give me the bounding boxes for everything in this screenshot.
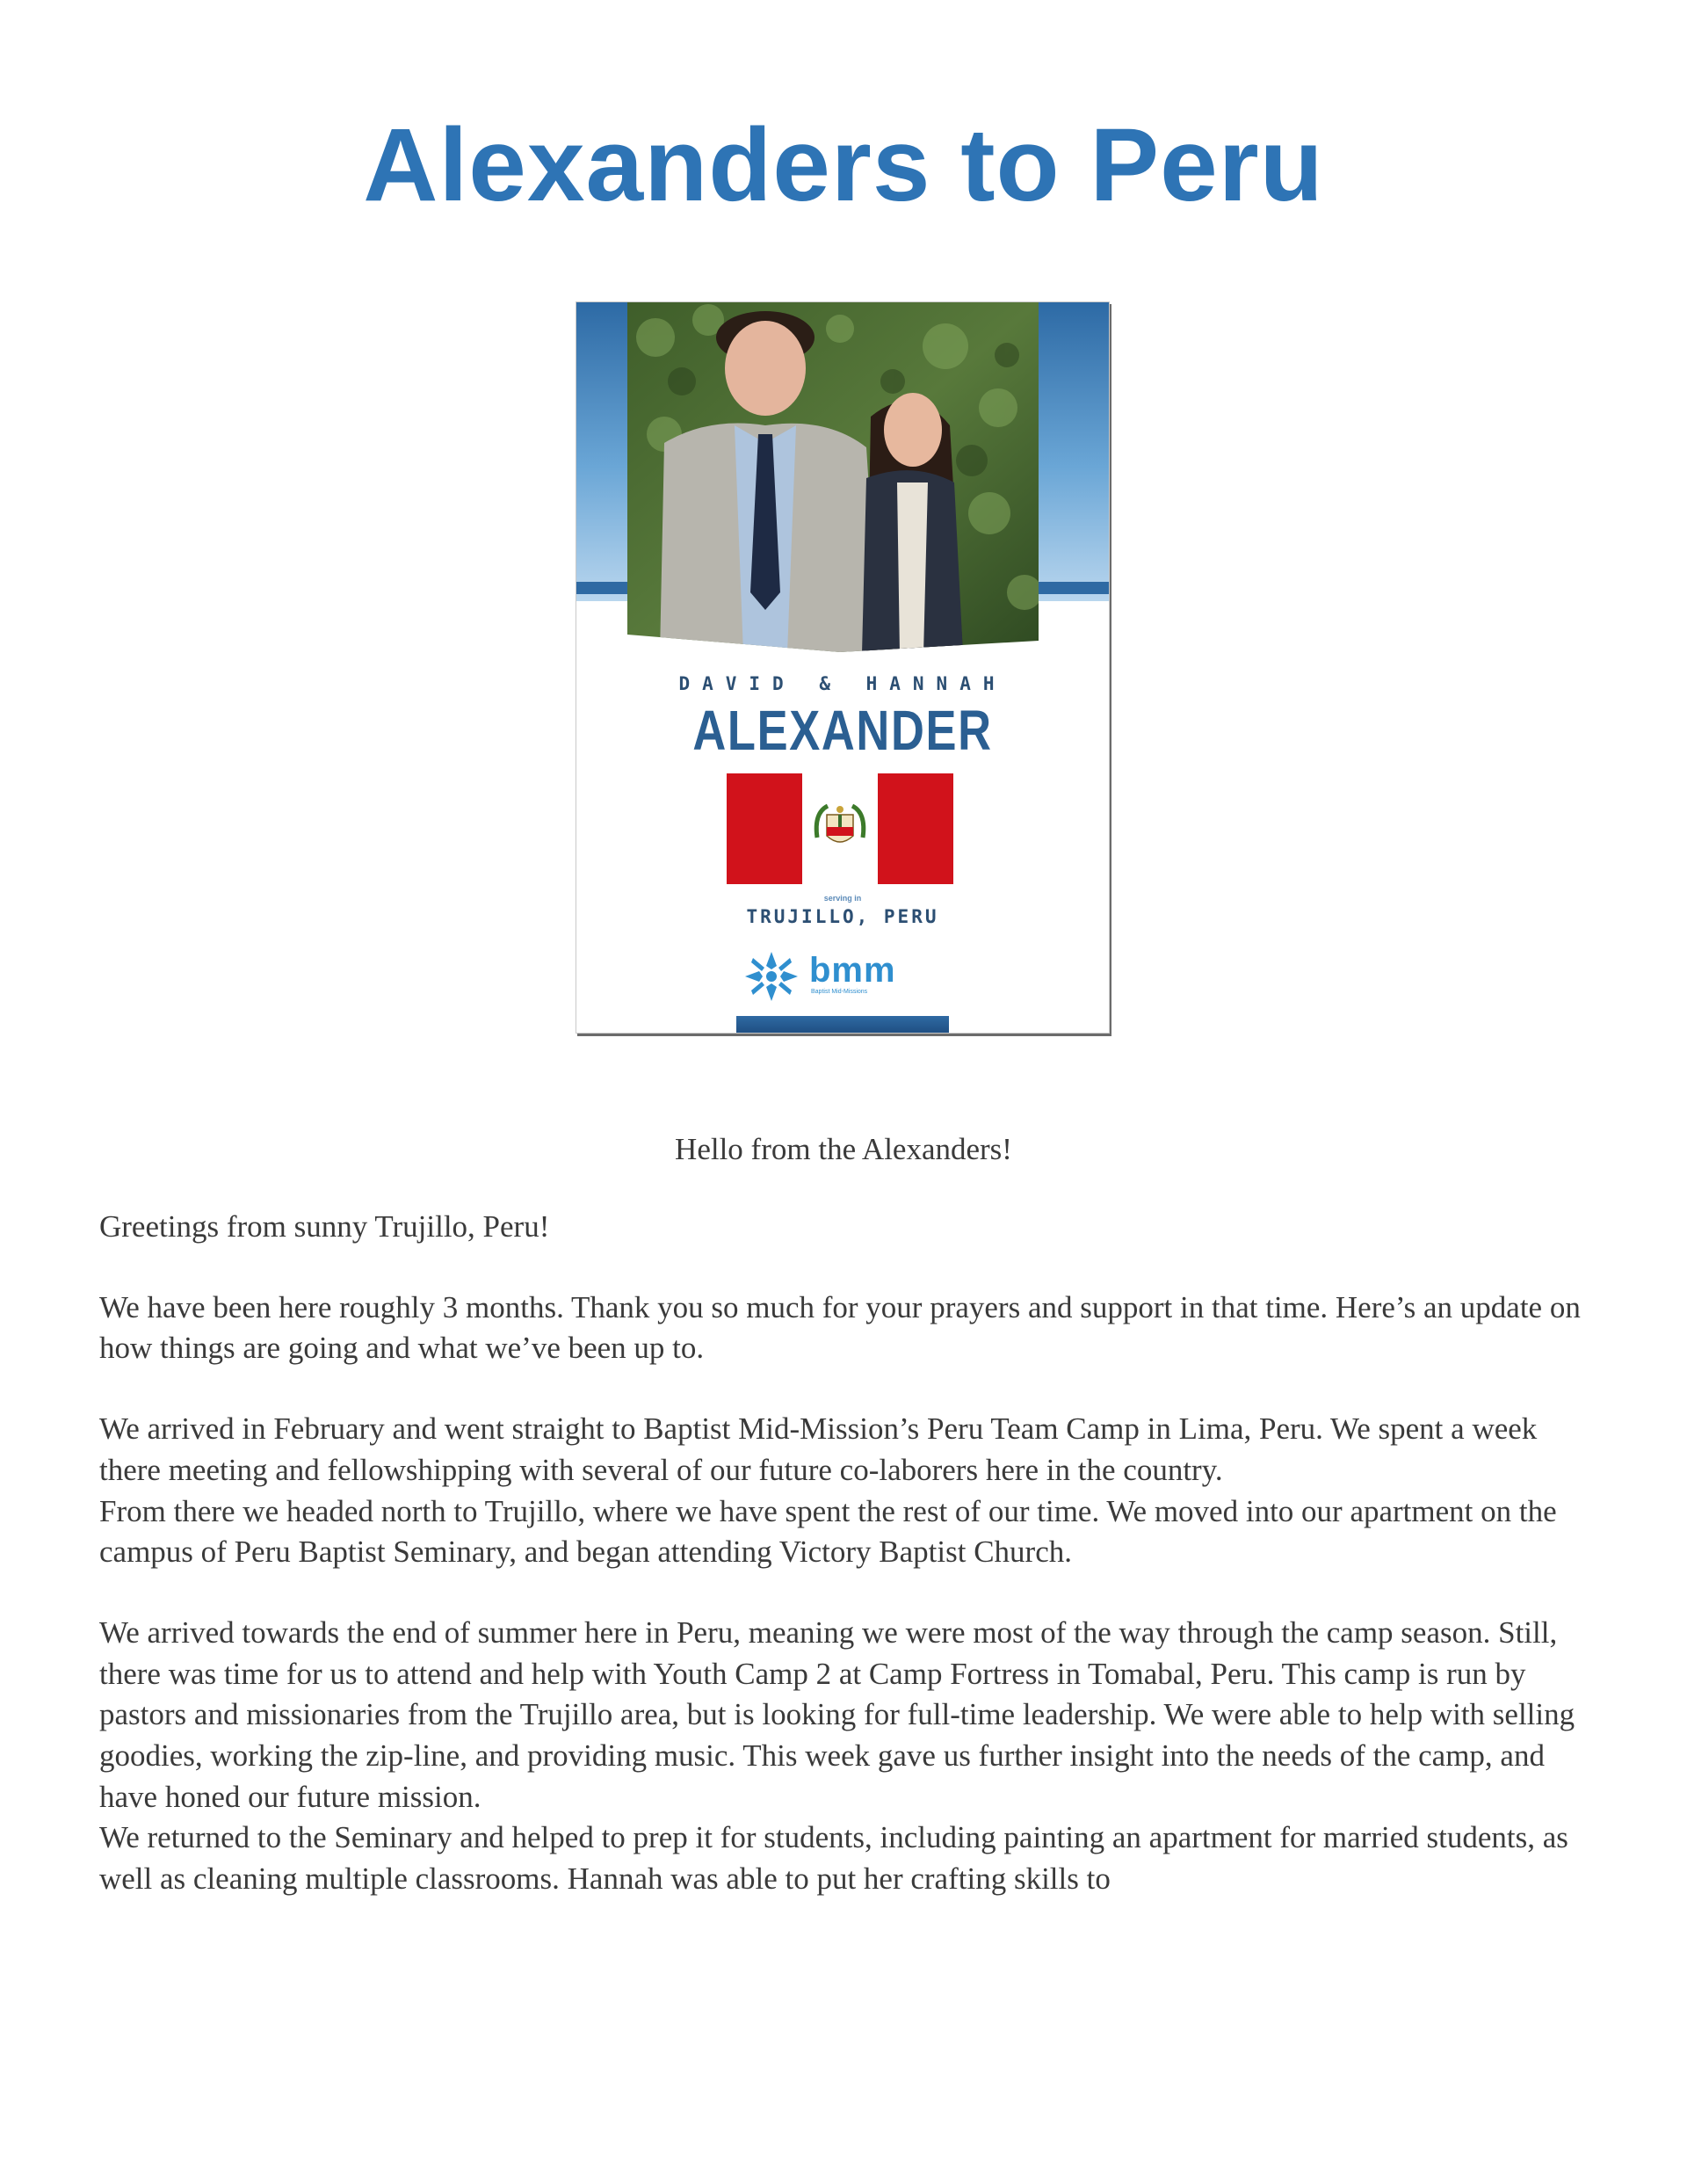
- letter-paragraph: Greetings from sunny Trujillo, Peru!: [99, 1209, 550, 1244]
- poster-first-names: DAVID & HANNAH: [678, 673, 1007, 694]
- poster-footer-bar: [736, 1016, 949, 1033]
- letter-paragraph: We arrived towards the end of summer here in Peru, meaning we were most of the way through the camp season. Still, there was time for us to attend and help with Youth Camp 2 at Camp Fortress in Tomabal, Peru. This camp is run by pastors and missionaries from the Trujillo area, but is looking for full-time leadership. We were able to help with selling goodies, working the zip-line, and providing music. This week gave us further insight into the needs of the camp, and have honed our future mission.: [99, 1614, 1575, 1814]
- bmm-logo-subtext: Baptist Mid-Missions: [811, 989, 868, 995]
- letter-paragraph: We arrived in February and went straight to Baptist Mid-Mission’s Peru Team Camp in Lima, Peru. We spent a week there meeting and fellowshipping with several of our future co-laborers here in the country.: [99, 1411, 1538, 1487]
- peru-flag-icon: [727, 773, 953, 884]
- missionary-poster: [576, 301, 1110, 1034]
- bmm-compass-icon: [741, 950, 802, 1003]
- page-title: Alexanders to Peru: [363, 107, 1324, 223]
- letter-paragraph: We have been here roughly 3 months. Thank you so much for your prayers and support in that time. Here’s an update on how things are going and what we’ve been up to.: [99, 1289, 1581, 1366]
- letter-paragraph: From there we headed north to Trujillo, where we have spent the rest of our time. We moved into our apartment on the campus of Peru Baptist Seminary, and began attending Victory Baptist Church.: [99, 1493, 1557, 1570]
- poster-serving-label: serving in: [823, 894, 862, 903]
- poster-surname: ALEXANDER: [692, 699, 993, 762]
- bmm-logo: [741, 950, 943, 1005]
- letter-greeting: Hello from the Alexanders!: [675, 1132, 1012, 1166]
- poster-city: TRUJILLO, PERU: [746, 906, 939, 927]
- letter-paragraph: We returned to the Seminary and helped to prep it for students, including painting an apartment for married students, as well as cleaning multiple classrooms. Hannah was able to put her crafting skills to: [99, 1820, 1568, 1897]
- letter-body: [99, 1207, 1593, 1940]
- bmm-logo-text: bmm: [809, 951, 896, 990]
